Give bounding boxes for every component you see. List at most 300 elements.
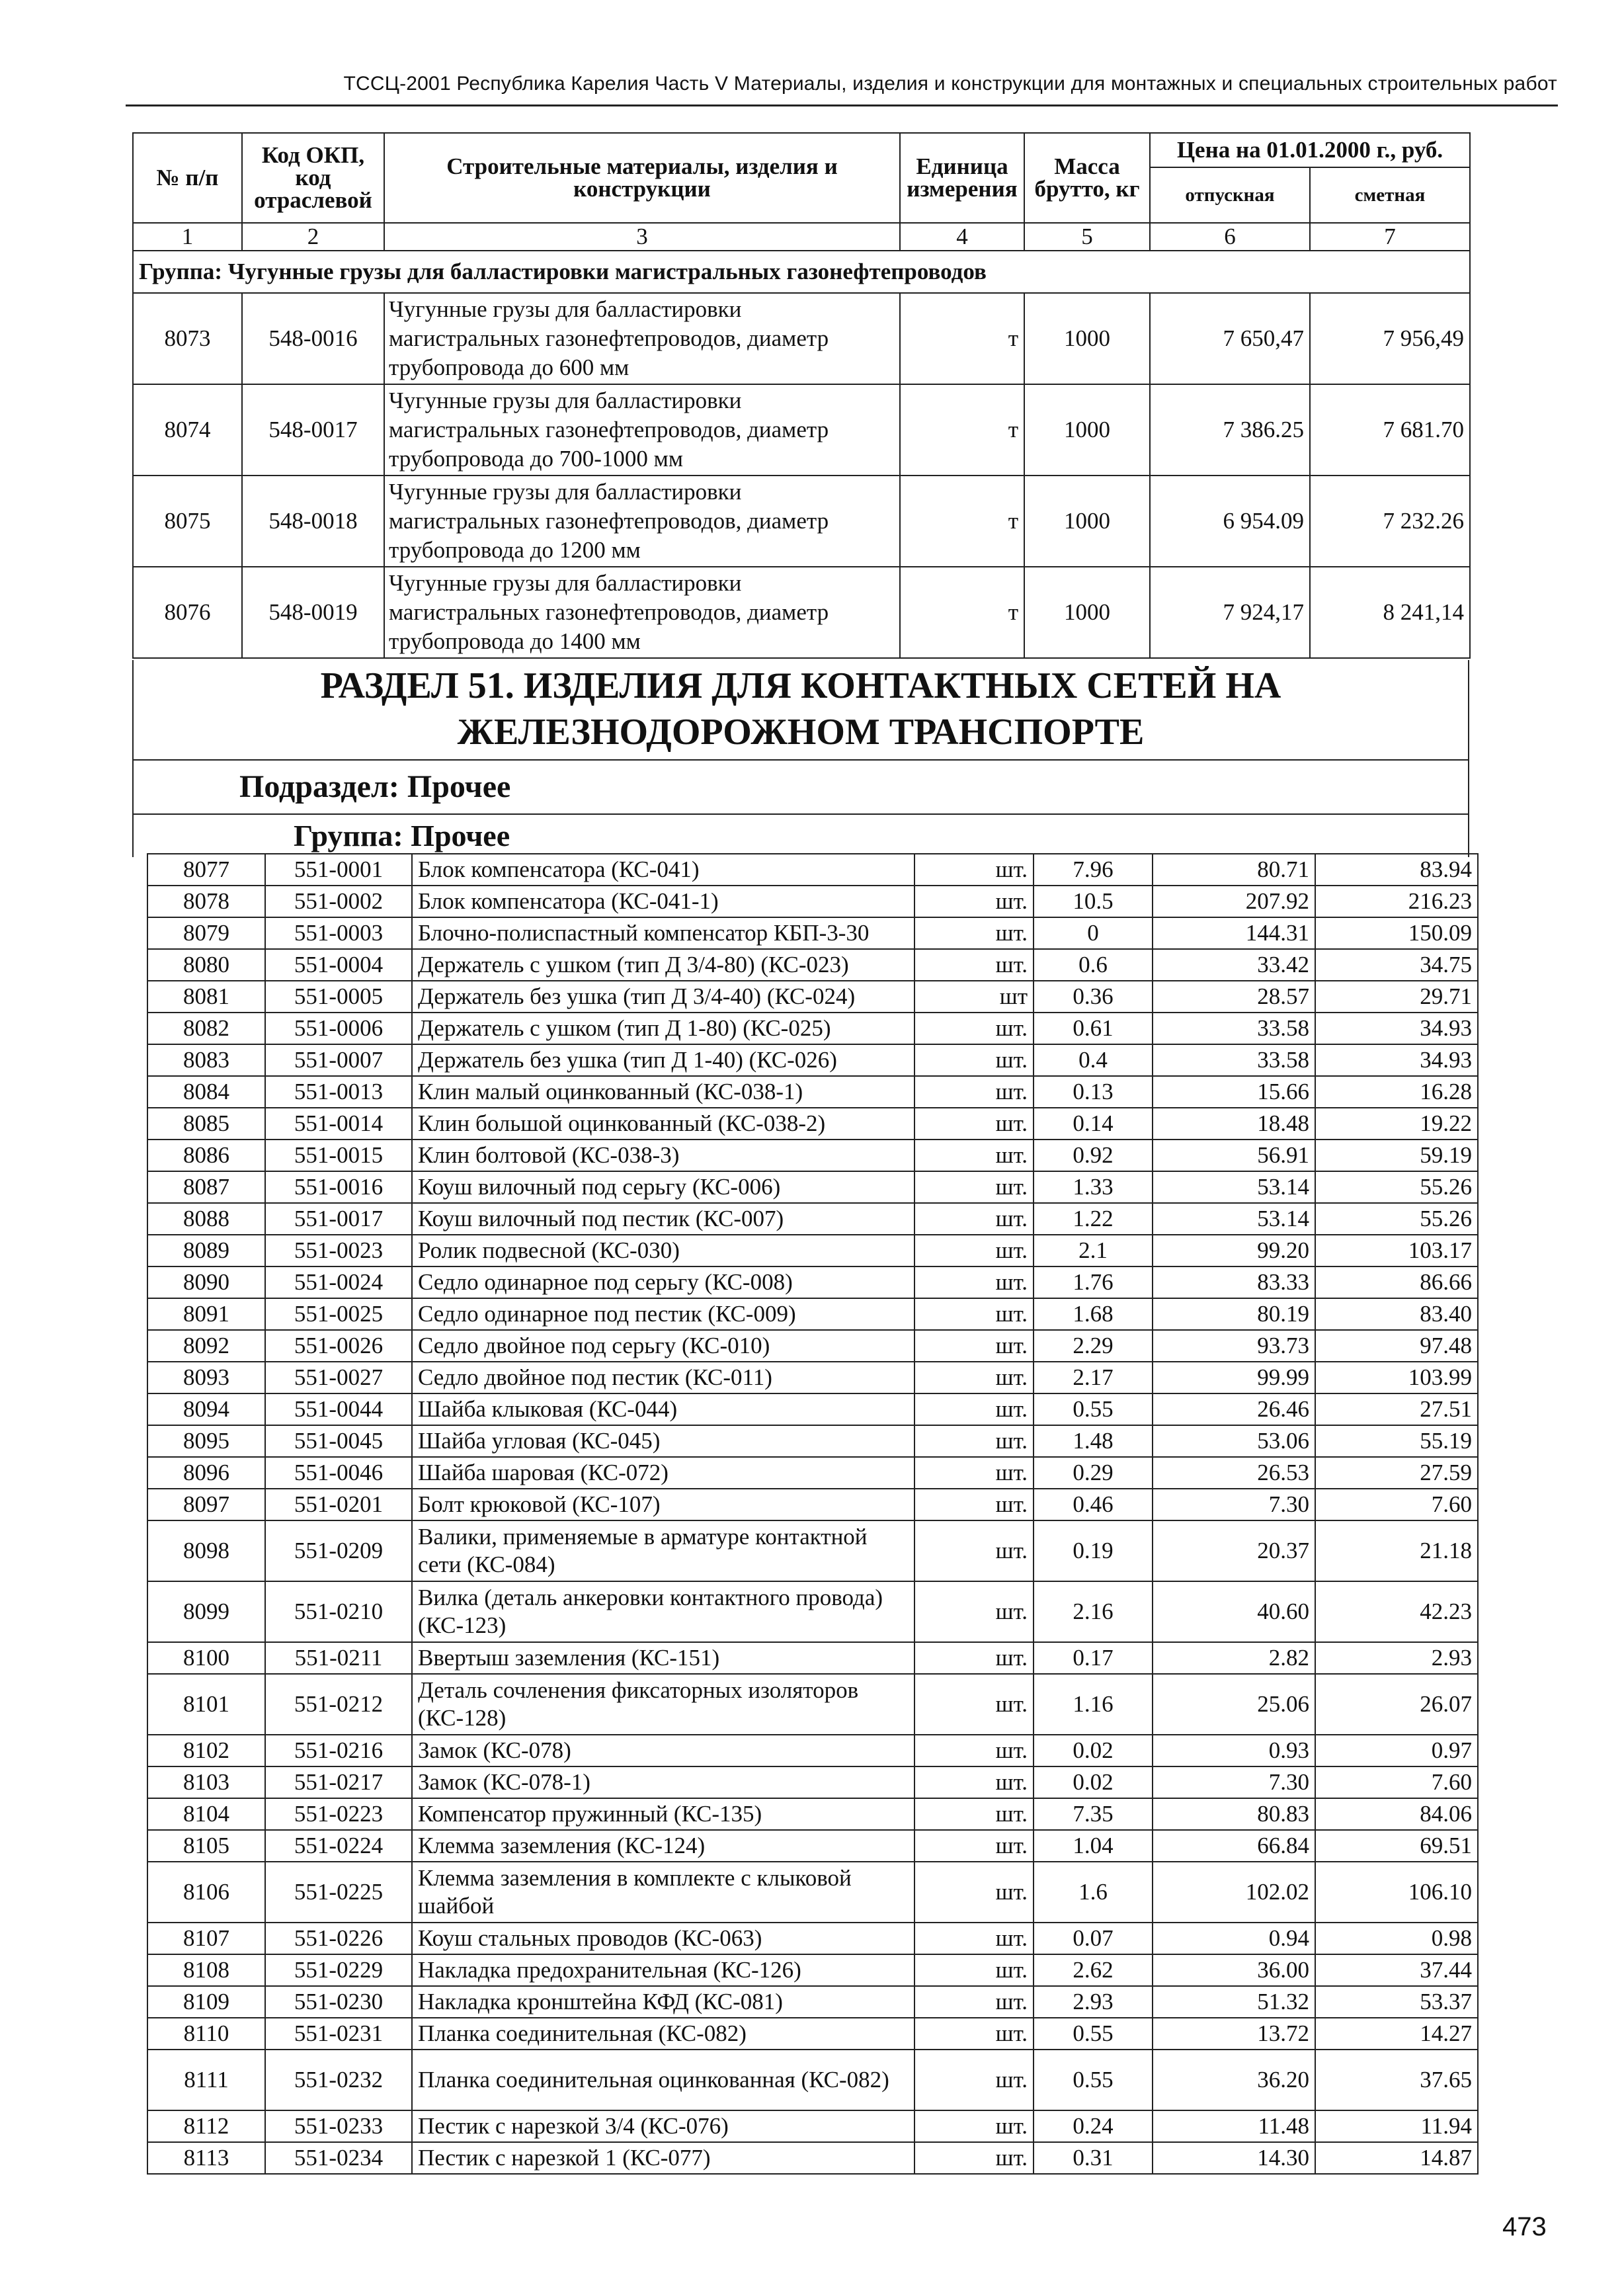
okp-code: 551-0233 bbox=[265, 2110, 412, 2142]
row-number: 8094 bbox=[147, 1393, 265, 1425]
okp-code: 551-0015 bbox=[265, 1140, 412, 1171]
mass: 0.36 bbox=[1034, 981, 1153, 1013]
price-estimate: 16.28 bbox=[1315, 1076, 1478, 1108]
unit: шт. bbox=[914, 1013, 1034, 1044]
price-release: 40.60 bbox=[1153, 1581, 1315, 1642]
price-release: 51.32 bbox=[1153, 1986, 1315, 2018]
unit: шт. bbox=[914, 2050, 1034, 2110]
unit: т bbox=[900, 293, 1024, 384]
okp-code: 551-0225 bbox=[265, 1862, 412, 1923]
okp-code: 551-0217 bbox=[265, 1766, 412, 1798]
mass: 7.35 bbox=[1034, 1798, 1153, 1830]
mass: 1.33 bbox=[1034, 1171, 1153, 1203]
item-name: Компенсатор пружинный (КС-135) bbox=[412, 1798, 914, 1830]
table-row bbox=[147, 981, 1478, 1013]
price-release: 2.82 bbox=[1153, 1642, 1315, 1674]
item-name: Клемма заземления (КС-124) bbox=[412, 1830, 914, 1862]
row-number: 8099 bbox=[147, 1581, 265, 1642]
col-index: 5 bbox=[1024, 223, 1150, 251]
unit: шт. bbox=[914, 2018, 1034, 2050]
row-number: 8090 bbox=[147, 1266, 265, 1298]
unit: шт. bbox=[914, 1862, 1034, 1923]
row-number: 8087 bbox=[147, 1171, 265, 1203]
table-row bbox=[147, 1203, 1478, 1235]
row-number: 8092 bbox=[147, 1330, 265, 1362]
price-estimate: 7 232.26 bbox=[1310, 476, 1470, 567]
price-release: 144.31 bbox=[1153, 917, 1315, 949]
table-row bbox=[147, 1140, 1478, 1171]
price-release: 28.57 bbox=[1153, 981, 1315, 1013]
col-index: 4 bbox=[900, 223, 1024, 251]
row-number: 8095 bbox=[147, 1425, 265, 1457]
row-number: 8083 bbox=[147, 1044, 265, 1076]
okp-code: 548-0016 bbox=[242, 293, 384, 384]
mass: 1.48 bbox=[1034, 1425, 1153, 1457]
unit: шт. bbox=[914, 1954, 1034, 1986]
price-release: 53.14 bbox=[1153, 1171, 1315, 1203]
price-estimate: 7.60 bbox=[1315, 1766, 1478, 1798]
price-estimate: 84.06 bbox=[1315, 1798, 1478, 1830]
price-estimate: 11.94 bbox=[1315, 2110, 1478, 2142]
unit: шт. bbox=[914, 1044, 1034, 1076]
item-name: Чугунные грузы для балластировки магистральных газонефтепроводов, диаметр трубопровода до 1400 мм bbox=[384, 567, 900, 658]
unit: шт. bbox=[914, 1330, 1034, 1362]
okp-code: 548-0019 bbox=[242, 567, 384, 658]
item-name: Коуш стальных проводов (КС-063) bbox=[412, 1923, 914, 1954]
row-number: 8091 bbox=[147, 1298, 265, 1330]
price-release: 56.91 bbox=[1153, 1140, 1315, 1171]
item-name: Деталь сочленения фиксаторных изоляторов (КС-128) bbox=[412, 1674, 914, 1735]
table-row bbox=[147, 2110, 1478, 2142]
price-release: 26.53 bbox=[1153, 1457, 1315, 1489]
mass: 0.55 bbox=[1034, 2050, 1153, 2110]
price-release: 7 650,47 bbox=[1150, 293, 1310, 384]
okp-code: 551-0014 bbox=[265, 1108, 412, 1140]
row-number: 8102 bbox=[147, 1735, 265, 1766]
row-number: 8098 bbox=[147, 1520, 265, 1581]
unit: шт. bbox=[914, 1830, 1034, 1862]
price-estimate: 42.23 bbox=[1315, 1581, 1478, 1642]
col-index: 6 bbox=[1150, 223, 1310, 251]
col-header-name: Строительные материалы, изделия и конструкции bbox=[384, 133, 900, 223]
col-index: 7 bbox=[1310, 223, 1470, 251]
table-row bbox=[147, 1013, 1478, 1044]
mass: 10.5 bbox=[1034, 886, 1153, 917]
row-number: 8111 bbox=[147, 2050, 265, 2110]
mass: 0.46 bbox=[1034, 1489, 1153, 1520]
table-row bbox=[147, 1076, 1478, 1108]
okp-code: 551-0201 bbox=[265, 1489, 412, 1520]
mass: 1.22 bbox=[1034, 1203, 1153, 1235]
price-estimate: 86.66 bbox=[1315, 1266, 1478, 1298]
mass: 0.55 bbox=[1034, 1393, 1153, 1425]
table-row bbox=[147, 1520, 1478, 1581]
table-row bbox=[147, 917, 1478, 949]
table-row bbox=[147, 854, 1478, 886]
unit: шт. bbox=[914, 2142, 1034, 2174]
price-estimate: 53.37 bbox=[1315, 1986, 1478, 2018]
row-number: 8112 bbox=[147, 2110, 265, 2142]
price-release: 7 924,17 bbox=[1150, 567, 1310, 658]
item-name: Шайба угловая (КС-045) bbox=[412, 1425, 914, 1457]
okp-code: 551-0234 bbox=[265, 2142, 412, 2174]
item-name: Чугунные грузы для балластировки магистральных газонефтепроводов, диаметр трубопровода до 1200 мм bbox=[384, 476, 900, 567]
price-estimate: 55.19 bbox=[1315, 1425, 1478, 1457]
item-name: Клин болтовой (КС-038-3) bbox=[412, 1140, 914, 1171]
price-estimate: 97.48 bbox=[1315, 1330, 1478, 1362]
col-index: 2 bbox=[242, 223, 384, 251]
page-number: 473 bbox=[1502, 2212, 1547, 2241]
table-row bbox=[147, 1393, 1478, 1425]
mass: 0.55 bbox=[1034, 2018, 1153, 2050]
row-number: 8100 bbox=[147, 1642, 265, 1674]
item-name: Вилка (деталь анкеровки контактного провода) (КС-123) bbox=[412, 1581, 914, 1642]
item-name: Накладка предохранительная (КС-126) bbox=[412, 1954, 914, 1986]
row-number: 8088 bbox=[147, 1203, 265, 1235]
item-name: Планка соединительная (КС-082) bbox=[412, 2018, 914, 2050]
okp-code: 551-0002 bbox=[265, 886, 412, 917]
price-estimate: 29.71 bbox=[1315, 981, 1478, 1013]
mass: 0.07 bbox=[1034, 1923, 1153, 1954]
mass: 7.96 bbox=[1034, 854, 1153, 886]
unit: шт. bbox=[914, 1674, 1034, 1735]
row-number: 8080 bbox=[147, 949, 265, 981]
table-row bbox=[147, 1457, 1478, 1489]
price-release: 0.94 bbox=[1153, 1923, 1315, 1954]
mass: 2.62 bbox=[1034, 1954, 1153, 1986]
price-estimate: 69.51 bbox=[1315, 1830, 1478, 1862]
mass: 0.19 bbox=[1034, 1520, 1153, 1581]
mass: 0.4 bbox=[1034, 1044, 1153, 1076]
mass: 2.29 bbox=[1034, 1330, 1153, 1362]
price-estimate: 21.18 bbox=[1315, 1520, 1478, 1581]
table-row bbox=[147, 1986, 1478, 2018]
item-name: Блочно-полиспастный компенсатор КБП-3-30 bbox=[412, 917, 914, 949]
price-estimate: 14.27 bbox=[1315, 2018, 1478, 2050]
price-release: 53.06 bbox=[1153, 1425, 1315, 1457]
price-release: 36.00 bbox=[1153, 1954, 1315, 1986]
row-number: 8096 bbox=[147, 1457, 265, 1489]
table-row bbox=[147, 1862, 1478, 1923]
okp-code: 551-0229 bbox=[265, 1954, 412, 1986]
price-release: 80.71 bbox=[1153, 854, 1315, 886]
table-row bbox=[147, 1266, 1478, 1298]
price-table-bottom bbox=[147, 853, 1479, 2175]
price-release: 25.06 bbox=[1153, 1674, 1315, 1735]
table-row bbox=[147, 2018, 1478, 2050]
col-index: 3 bbox=[384, 223, 900, 251]
okp-code: 551-0005 bbox=[265, 981, 412, 1013]
mass: 2.16 bbox=[1034, 1581, 1153, 1642]
price-release: 0.93 bbox=[1153, 1735, 1315, 1766]
price-release: 18.48 bbox=[1153, 1108, 1315, 1140]
item-name: Блок компенсатора (КС-041-1) bbox=[412, 886, 914, 917]
mass: 0 bbox=[1034, 917, 1153, 949]
col-index: 1 bbox=[133, 223, 242, 251]
section-block bbox=[132, 660, 1469, 857]
unit: шт. bbox=[914, 1581, 1034, 1642]
price-estimate: 8 241,14 bbox=[1310, 567, 1470, 658]
item-name: Шайба шаровая (КС-072) bbox=[412, 1457, 914, 1489]
table-row bbox=[147, 1766, 1478, 1798]
mass: 1.68 bbox=[1034, 1298, 1153, 1330]
unit: шт. bbox=[914, 1986, 1034, 2018]
item-name: Клин малый оцинкованный (КС-038-1) bbox=[412, 1076, 914, 1108]
okp-code: 548-0018 bbox=[242, 476, 384, 567]
okp-code: 551-0230 bbox=[265, 1986, 412, 2018]
price-estimate: 216.23 bbox=[1315, 886, 1478, 917]
section-title-line: ЖЕЛЕЗНОДОРОЖНОМ ТРАНСПОРТЕ bbox=[457, 712, 1145, 753]
row-number: 8077 bbox=[147, 854, 265, 886]
unit: шт. bbox=[914, 1457, 1034, 1489]
price-release: 66.84 bbox=[1153, 1830, 1315, 1862]
price-estimate: 55.26 bbox=[1315, 1171, 1478, 1203]
okp-code: 548-0017 bbox=[242, 384, 384, 476]
item-name: Коуш вилочный под пестик (КС-007) bbox=[412, 1203, 914, 1235]
price-estimate: 0.97 bbox=[1315, 1735, 1478, 1766]
price-estimate: 14.87 bbox=[1315, 2142, 1478, 2174]
okp-code: 551-0001 bbox=[265, 854, 412, 886]
mass: 0.61 bbox=[1034, 1013, 1153, 1044]
price-release: 13.72 bbox=[1153, 2018, 1315, 2050]
item-name: Чугунные грузы для балластировки магистральных газонефтепроводов, диаметр трубопровода до 600 мм bbox=[384, 293, 900, 384]
unit: т bbox=[900, 476, 1024, 567]
price-release: 15.66 bbox=[1153, 1076, 1315, 1108]
unit: шт. bbox=[914, 917, 1034, 949]
table-row bbox=[147, 1330, 1478, 1362]
unit: шт. bbox=[914, 1425, 1034, 1457]
unit: шт. bbox=[914, 854, 1034, 886]
mass: 0.13 bbox=[1034, 1076, 1153, 1108]
item-name: Держатель с ушком (тип Д 1-80) (КС-025) bbox=[412, 1013, 914, 1044]
price-release: 93.73 bbox=[1153, 1330, 1315, 1362]
price-release: 26.46 bbox=[1153, 1393, 1315, 1425]
table-row bbox=[147, 1581, 1478, 1642]
table-row bbox=[147, 1108, 1478, 1140]
unit: шт. bbox=[914, 1266, 1034, 1298]
mass: 1000 bbox=[1024, 567, 1150, 658]
row-number: 8113 bbox=[147, 2142, 265, 2174]
row-number: 8097 bbox=[147, 1489, 265, 1520]
running-header: ТССЦ-2001 Республика Карелия Часть V Материалы, изделия и конструкции для монтажных и специальных строительных работ bbox=[343, 73, 1557, 95]
row-number: 8104 bbox=[147, 1798, 265, 1830]
row-number: 8082 bbox=[147, 1013, 265, 1044]
okp-code: 551-0024 bbox=[265, 1266, 412, 1298]
item-name: Накладка кронштейна КФД (КС-081) bbox=[412, 1986, 914, 2018]
unit: шт. bbox=[914, 886, 1034, 917]
item-name: Блок компенсатора (КС-041) bbox=[412, 854, 914, 886]
subsection-heading: Подраздел: Прочее bbox=[134, 761, 1468, 815]
unit: шт. bbox=[914, 1520, 1034, 1581]
price-release: 80.19 bbox=[1153, 1298, 1315, 1330]
item-name: Замок (КС-078-1) bbox=[412, 1766, 914, 1798]
unit: шт. bbox=[914, 1766, 1034, 1798]
item-name: Шайба клыковая (КС-044) bbox=[412, 1393, 914, 1425]
table-row bbox=[133, 476, 1470, 567]
okp-code: 551-0027 bbox=[265, 1362, 412, 1393]
header-rule bbox=[126, 104, 1558, 106]
mass: 0.02 bbox=[1034, 1766, 1153, 1798]
table-row bbox=[133, 384, 1470, 476]
mass: 1000 bbox=[1024, 293, 1150, 384]
item-name: Болт крюковой (КС-107) bbox=[412, 1489, 914, 1520]
price-estimate: 19.22 bbox=[1315, 1108, 1478, 1140]
row-number: 8089 bbox=[147, 1235, 265, 1266]
unit: шт. bbox=[914, 1298, 1034, 1330]
okp-code: 551-0006 bbox=[265, 1013, 412, 1044]
mass: 0.31 bbox=[1034, 2142, 1153, 2174]
mass: 1000 bbox=[1024, 476, 1150, 567]
unit: т bbox=[900, 384, 1024, 476]
table-row bbox=[147, 1425, 1478, 1457]
row-number: 8093 bbox=[147, 1362, 265, 1393]
okp-code: 551-0017 bbox=[265, 1203, 412, 1235]
item-name: Замок (КС-078) bbox=[412, 1735, 914, 1766]
price-estimate: 55.26 bbox=[1315, 1203, 1478, 1235]
section-title-line: РАЗДЕЛ 51. ИЗДЕЛИЯ ДЛЯ КОНТАКТНЫХ СЕТЕЙ НА bbox=[320, 665, 1281, 706]
okp-code: 551-0025 bbox=[265, 1298, 412, 1330]
okp-code: 551-0026 bbox=[265, 1330, 412, 1362]
price-release: 53.14 bbox=[1153, 1203, 1315, 1235]
item-name: Держатель без ушка (тип Д 1-40) (КС-026) bbox=[412, 1044, 914, 1076]
group-heading: Группа: Прочее bbox=[294, 819, 510, 852]
item-name: Коуш вилочный под серьгу (КС-006) bbox=[412, 1171, 914, 1203]
col-header-num: № п/п bbox=[133, 133, 242, 223]
okp-code: 551-0016 bbox=[265, 1171, 412, 1203]
unit: шт. bbox=[914, 2110, 1034, 2142]
row-number: 8078 bbox=[147, 886, 265, 917]
table-row bbox=[147, 1923, 1478, 1954]
item-name: Чугунные грузы для балластировки магистральных газонефтепроводов, диаметр трубопровода до 700-1000 мм bbox=[384, 384, 900, 476]
mass: 0.6 bbox=[1034, 949, 1153, 981]
row-number: 8106 bbox=[147, 1862, 265, 1923]
unit: шт. bbox=[914, 1642, 1034, 1674]
table-row bbox=[147, 2142, 1478, 2174]
price-estimate: 37.44 bbox=[1315, 1954, 1478, 1986]
okp-code: 551-0231 bbox=[265, 2018, 412, 2050]
price-estimate: 2.93 bbox=[1315, 1642, 1478, 1674]
mass: 0.24 bbox=[1034, 2110, 1153, 2142]
group-heading: Группа: Чугунные грузы для балластировки магистральных газонефтепроводов bbox=[133, 251, 1470, 293]
mass: 0.14 bbox=[1034, 1108, 1153, 1140]
mass: 1.04 bbox=[1034, 1830, 1153, 1862]
item-name: Валики, применяемые в арматуре контактной сети (КС-084) bbox=[412, 1520, 914, 1581]
price-estimate: 26.07 bbox=[1315, 1674, 1478, 1735]
row-number: 8074 bbox=[133, 384, 242, 476]
table-row bbox=[147, 949, 1478, 981]
item-name: Седло двойное под серьгу (КС-010) bbox=[412, 1330, 914, 1362]
price-estimate: 83.40 bbox=[1315, 1298, 1478, 1330]
okp-code: 551-0013 bbox=[265, 1076, 412, 1108]
row-number: 8105 bbox=[147, 1830, 265, 1862]
price-estimate: 7 681.70 bbox=[1310, 384, 1470, 476]
price-release: 99.20 bbox=[1153, 1235, 1315, 1266]
price-release: 6 954.09 bbox=[1150, 476, 1310, 567]
price-estimate: 103.17 bbox=[1315, 1235, 1478, 1266]
okp-code: 551-0224 bbox=[265, 1830, 412, 1862]
unit: шт. bbox=[914, 1798, 1034, 1830]
col-header-price: Цена на 01.01.2000 г., руб. bbox=[1150, 133, 1470, 167]
mass: 0.29 bbox=[1034, 1457, 1153, 1489]
price-estimate: 34.93 bbox=[1315, 1013, 1478, 1044]
mass: 0.17 bbox=[1034, 1642, 1153, 1674]
okp-code: 551-0023 bbox=[265, 1235, 412, 1266]
price-estimate: 106.10 bbox=[1315, 1862, 1478, 1923]
price-estimate: 37.65 bbox=[1315, 2050, 1478, 2110]
unit: шт. bbox=[914, 949, 1034, 981]
table-row bbox=[147, 1954, 1478, 1986]
unit: шт. bbox=[914, 1362, 1034, 1393]
row-number: 8073 bbox=[133, 293, 242, 384]
table-row bbox=[147, 1674, 1478, 1735]
price-estimate: 7.60 bbox=[1315, 1489, 1478, 1520]
table-row bbox=[147, 1171, 1478, 1203]
price-release: 99.99 bbox=[1153, 1362, 1315, 1393]
unit: шт. bbox=[914, 1171, 1034, 1203]
okp-code: 551-0046 bbox=[265, 1457, 412, 1489]
item-name: Седло одинарное под серьгу (КС-008) bbox=[412, 1266, 914, 1298]
row-number: 8107 bbox=[147, 1923, 265, 1954]
unit: шт. bbox=[914, 1489, 1034, 1520]
unit: шт. bbox=[914, 1735, 1034, 1766]
price-release: 14.30 bbox=[1153, 2142, 1315, 2174]
col-header-price-estimate: сметная bbox=[1310, 167, 1470, 223]
okp-code: 551-0223 bbox=[265, 1798, 412, 1830]
row-number: 8075 bbox=[133, 476, 242, 567]
table-row bbox=[147, 1830, 1478, 1862]
item-name: Пестик с нарезкой 1 (КС-077) bbox=[412, 2142, 914, 2174]
price-release: 83.33 bbox=[1153, 1266, 1315, 1298]
mass: 1.16 bbox=[1034, 1674, 1153, 1735]
unit: т bbox=[900, 567, 1024, 658]
table-row bbox=[147, 1235, 1478, 1266]
row-number: 8101 bbox=[147, 1674, 265, 1735]
okp-code: 551-0045 bbox=[265, 1425, 412, 1457]
okp-code: 551-0232 bbox=[265, 2050, 412, 2110]
price-estimate: 59.19 bbox=[1315, 1140, 1478, 1171]
row-number: 8103 bbox=[147, 1766, 265, 1798]
price-release: 7 386.25 bbox=[1150, 384, 1310, 476]
price-estimate: 27.51 bbox=[1315, 1393, 1478, 1425]
price-estimate: 150.09 bbox=[1315, 917, 1478, 949]
price-release: 7.30 bbox=[1153, 1489, 1315, 1520]
item-name: Клемма заземления в комплекте с клыковой шайбой bbox=[412, 1862, 914, 1923]
price-release: 20.37 bbox=[1153, 1520, 1315, 1581]
price-release: 33.42 bbox=[1153, 949, 1315, 981]
unit: шт bbox=[914, 981, 1034, 1013]
mass: 0.92 bbox=[1034, 1140, 1153, 1171]
col-header-price-release: отпускная bbox=[1150, 167, 1310, 223]
item-name: Планка соединительная оцинкованная (КС-082) bbox=[412, 2050, 914, 2110]
row-number: 8084 bbox=[147, 1076, 265, 1108]
item-name: Держатель с ушком (тип Д 3/4-80) (КС-023) bbox=[412, 949, 914, 981]
row-number: 8086 bbox=[147, 1140, 265, 1171]
price-release: 207.92 bbox=[1153, 886, 1315, 917]
item-name: Ввертыш заземления (КС-151) bbox=[412, 1642, 914, 1674]
mass: 2.17 bbox=[1034, 1362, 1153, 1393]
mass: 1000 bbox=[1024, 384, 1150, 476]
okp-code: 551-0212 bbox=[265, 1674, 412, 1735]
item-name: Пестик с нарезкой 3/4 (КС-076) bbox=[412, 2110, 914, 2142]
unit: шт. bbox=[914, 1393, 1034, 1425]
price-estimate: 103.99 bbox=[1315, 1362, 1478, 1393]
price-estimate: 0.98 bbox=[1315, 1923, 1478, 1954]
col-header-okp: Код ОКП, код отраслевой bbox=[242, 133, 384, 223]
unit: шт. bbox=[914, 1203, 1034, 1235]
price-release: 7.30 bbox=[1153, 1766, 1315, 1798]
table-row bbox=[147, 1044, 1478, 1076]
item-name: Держатель без ушка (тип Д 3/4-40) (КС-024) bbox=[412, 981, 914, 1013]
